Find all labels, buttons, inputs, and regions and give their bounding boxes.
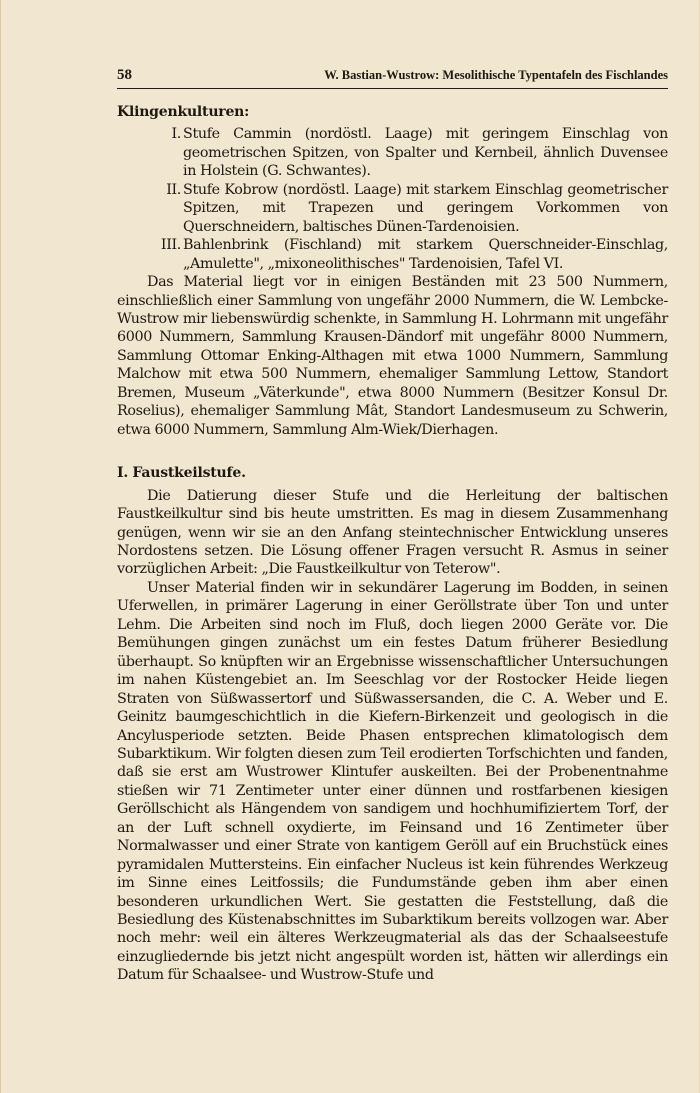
list-item — [117, 236, 668, 273]
page-body — [117, 99, 668, 985]
list-item-text: Stufe Cammin (nordöstl. Laage) mit geringem Einschlag von geometrischen Spitzen, von Spalter und Kernbeil, ähnlich Duvensee in Holstein (G. Schwantes). — [183, 126, 668, 180]
running-header — [117, 66, 668, 89]
list-item-number: II. — [166, 181, 181, 198]
list-item-number: I. — [171, 126, 181, 143]
list-item — [117, 181, 668, 236]
section-heading-faustkeilstufe: I. Faustkeilstufe. — [117, 465, 246, 482]
stage-list — [117, 125, 668, 273]
list-item-number: III. — [160, 237, 181, 254]
paragraph: Die Datierung dieser Stufe und die Herleitung der baltischen Faustkeilkultur sind bis heute umstritten. Es mag in diesem Zusammenhang genügen, wenn wir sie an den Anfang steintechnischer Entwicklung unseres Nordostens setzen. Die Lösung offener Fragen versucht R. Asmus in seiner vorzüglichen Arbeit: „Die Faustkeilkultur von Teterow". — [117, 487, 668, 578]
material-paragraph: Das Material liegt vor in einigen Beständen mit 23 500 Nummern, einschließlich einer Sammlung von ungefähr 2000 Nummern, die W. Lembcke-Wustrow mir liebenswürdig schenkte, in Sammlung H. Lohrmann mit ungefähr 6000 Nummern, Sammlung Krausen-Dändorf mit ungefähr 8000 Nummern, Sammlung Ottomar Enking-Althagen mit etwa 1000 Nummern, Sammlung Malchow mit etwa 500 Nummern, ehemaliger Sammlung Lettow, Standort Bremen, Museum „Väterkunde", etwa 8000 Nummern (Besitzer Konsul Dr. Roselius), ehemaliger Sammlung Mât, Standort Landesmuseum zu Schwerin, etwa 6000 Nummern, Sammlung Alm-Wiek/Dierhagen. — [117, 274, 668, 438]
list-item-text: Stufe Kobrow (nordöstl. Laage) mit starkem Einschlag geometrischer Spitzen, mit Trapezen und geringem Vorkommen von Querschneidern, baltisches Dünen-Tardenoisien. — [183, 181, 668, 235]
paragraph: Unser Material finden wir in sekundärer Lagerung im Bodden, in seinen Uferwellen, in primärer Lagerung in einer Geröllstrate über Ton und unter Lehm. Die Arbeiten sind noch im Fluß, doch liegen 2000 Geräte vor. Die Bemühungen gingen zunächst um ein festes Datum früherer Besiedlung überhaupt. So knüpften wir an Ergebnisse wissenschaftlicher Untersuchungen im nahen Küstengebiet an. Im Seeschlag vor der Rostocker Heide liegen Straten von Süßwassertorf und Süßwassersanden, die C. A. Weber und E. Geinitz baumgeschichtlich in die Kiefern-Birkenzeit und geologisch in die Ancylusperiode setzten. Beide Phasen entsprechen klimatologisch dem Subarktikum. Wir folgten diesen zum Teil erodierten Torfschichten und fanden, daß sie erst am Wustrower Klintufer auskeilten. Bei der Probenentnahme stießen wir 71 Zentimeter unter einer dünnen und rostfarbenen kiesigen Geröllschicht als Hängendem von sandigem und hochhumifiziertem Torf, der an der Luft schnell oxydierte, im Feinsand und 16 Zentimeter über Normalwasser und einer Strate von kantigem Geröll auf ein Bruchstück eines pyramidalen Muttersteins. Ein einfacher Nucleus ist kein führendes Werkzeug im Sinne eines Leitfossils; die Fundumstände geben ihm aber einen besonderen urkundlichen Wert. Sie gestatten die Feststellung, daß die Besiedlung des Küstenabschnittes im Subarktikum bereits vollzogen war. Aber noch mehr: weil ein älteres Werkzeugmaterial als das der Schaalseestufe einzugliedernde bis jetzt nicht angespült worden ist, hätten wir allerdings ein Datum für Schaalsee- und Wustrow-Stufe und — [117, 579, 668, 984]
list-item-text: Bahlenbrink (Fischland) mit starkem Querschneider-Einschlag, „Amulette", „mixoneolithisches" Tardenoisien, Tafel VI. — [183, 237, 668, 272]
section-heading-klingenkulturen: Klingenkulturen: — [117, 104, 250, 120]
running-title: W. Bastian-Wustrow: Mesolithische Typentafeln des Fischlandes — [324, 68, 668, 82]
page-number: 58 — [117, 67, 132, 83]
list-item — [117, 125, 668, 180]
